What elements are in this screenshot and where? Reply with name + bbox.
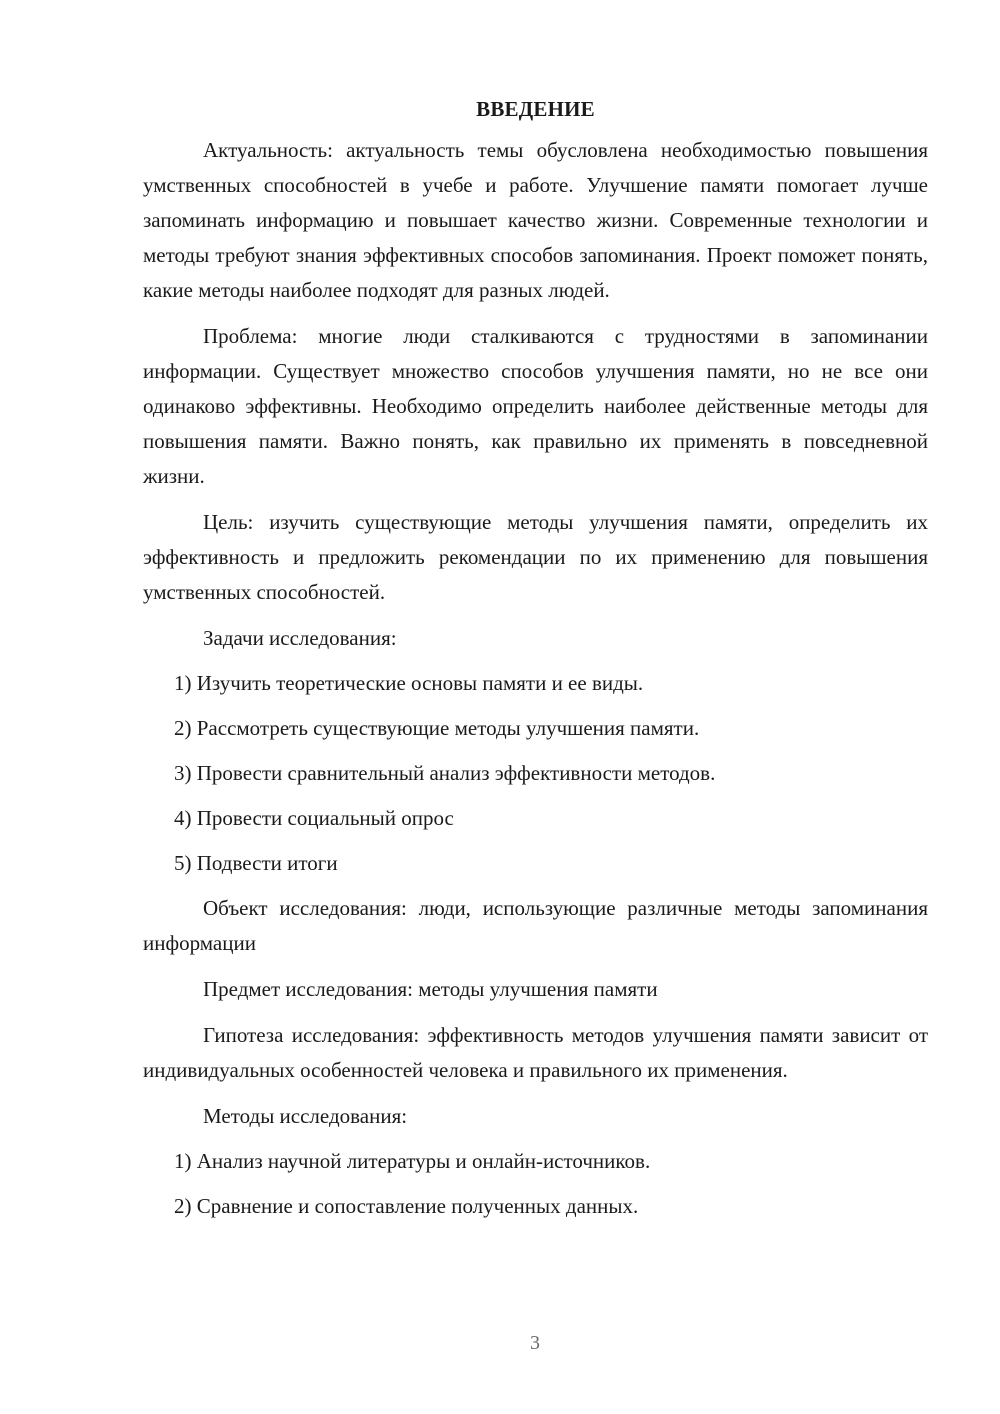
list-item: 4) Провести социальный опрос (174, 806, 454, 830)
list-item: 1) Анализ научной литературы и онлайн-источников. (174, 1149, 651, 1173)
problem-paragraph: Проблема: многие люди сталкиваются с трудностями в запоминании информации. Существует множество способов улучшения памяти, но не все они одинаково эффективны. Необходимо определить наиболее действенные методы для повышения памяти. Важно понять, как правильно их применять в повседневной жизни. (143, 324, 928, 488)
list-item: 5) Подвести итоги (174, 851, 338, 875)
document-page (143, 92, 928, 1234)
methods-label: Методы исследования: (203, 1104, 408, 1128)
list-item: 1) Изучить теоретические основы памяти и ее виды. (174, 671, 644, 695)
relevance-paragraph: Актуальность: актуальность темы обусловлена необходимостью повышения умственных способностей в учебе и работе. Улучшение памяти помогает лучше запоминать информацию и повышает качество жизни. Современные технологии и методы требуют знания эффективных способов запоминания. Проект поможет понять, какие методы наиболее подходят для разных людей. (143, 138, 928, 302)
list-item: 3) Провести сравнительный анализ эффективности методов. (174, 761, 716, 785)
methods-list (143, 1144, 928, 1224)
tasks-label: Задачи исследования: (203, 626, 397, 650)
list-item: 2) Рассмотреть существующие методы улучшения памяти. (174, 716, 700, 740)
page-number: 3 (530, 1332, 540, 1354)
section-title: ВВЕДЕНИЕ (476, 97, 595, 121)
tasks-list (143, 666, 928, 881)
goal-paragraph: Цель: изучить существующие методы улучшения памяти, определить их эффективность и предложить рекомендации по их применению для повышения умственных способностей. (143, 510, 928, 604)
object-paragraph: Объект исследования: люди, использующие различные методы запоминания информации (143, 896, 928, 955)
subject-paragraph: Предмет исследования: методы улучшения памяти (203, 977, 658, 1001)
hypothesis-paragraph: Гипотеза исследования: эффективность методов улучшения памяти зависит от индивидуальных особенностей человека и правильного их применения. (143, 1023, 928, 1082)
list-item: 2) Сравнение и сопоставление полученных данных. (174, 1194, 639, 1218)
